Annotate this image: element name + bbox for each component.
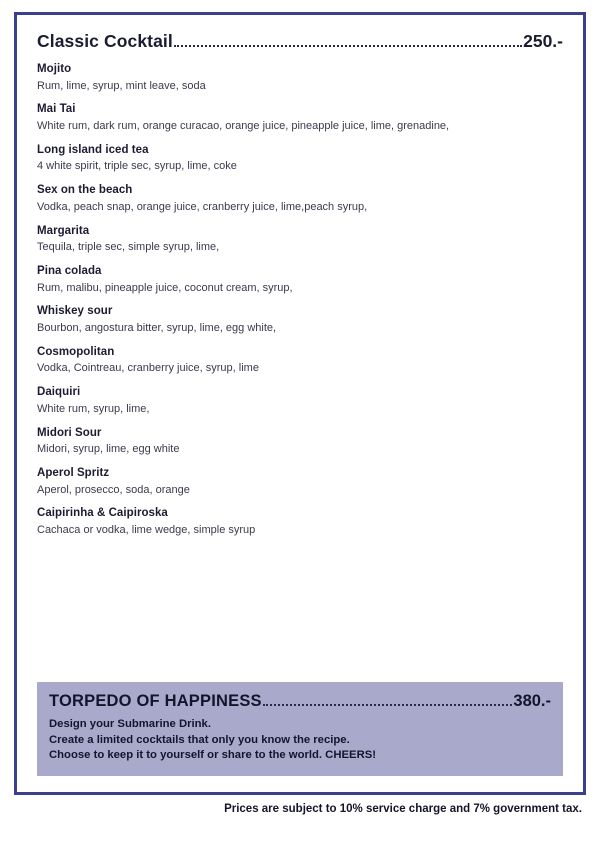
list-item [37, 426, 563, 458]
item-description: Rum, malibu, pineapple juice, coconut cream, syrup, [37, 281, 293, 294]
item-name: Whiskey sour [37, 305, 113, 318]
item-name: Sex on the beach [37, 184, 133, 197]
list-item [37, 506, 563, 538]
banner-price: 380.- [513, 692, 551, 711]
item-name: Mojito [37, 63, 72, 75]
item-description: White rum, syrup, lime, [37, 402, 150, 415]
item-name: Long island iced tea [37, 143, 149, 156]
item-name: Caipirinha & Caipiroska [37, 507, 168, 520]
dotted-leader [263, 704, 513, 706]
section-price: 250.- [523, 31, 563, 51]
item-description: Vodka, peach snap, orange juice, cranberry juice, lime,peach syrup, [37, 200, 368, 213]
list-item [37, 466, 563, 498]
page-title: Classic Cocktail [37, 31, 173, 51]
banner-line: Choose to keep it to yourself or share to the world. CHEERS! [49, 749, 377, 762]
item-description: White rum, dark rum, orange curacao, orange juice, pineapple juice, lime, grenadine, [37, 119, 450, 132]
item-name: Pina colada [37, 265, 102, 278]
special-banner [37, 682, 563, 776]
item-description: Vodka, Cointreau, cranberry juice, syrup, lime [37, 362, 259, 375]
item-name: Daiquiri [37, 386, 81, 399]
banner-title: TORPEDO OF HAPPINESS [49, 692, 262, 711]
list-item [37, 345, 563, 377]
list-item [37, 264, 563, 296]
item-name: Margarita [37, 224, 90, 237]
banner-line: Design your Submarine Drink. [49, 718, 211, 731]
banner-line: Create a limited cocktails that only you know the recipe. [49, 733, 350, 746]
item-description: Tequila, triple sec, simple syrup, lime, [37, 241, 220, 254]
menu-frame [14, 12, 586, 795]
item-name: Aperol Spritz [37, 467, 110, 480]
item-name: Mai Tai [37, 103, 76, 116]
list-item [37, 224, 563, 256]
cocktail-list [37, 62, 563, 538]
list-item [37, 183, 563, 215]
list-item [37, 62, 563, 94]
list-item [37, 385, 563, 417]
menu-content [17, 15, 583, 792]
list-item [37, 143, 563, 175]
item-description: Rum, lime, syrup, mint leave, soda [37, 79, 206, 92]
item-name: Midori Sour [37, 426, 102, 439]
footnote: Prices are subject to 10% service charge and 7% government tax. [224, 803, 582, 815]
item-name: Cosmopolitan [37, 345, 115, 358]
item-description: Cachaca or vodka, lime wedge, simple syrup [37, 523, 256, 536]
section-header [37, 31, 563, 52]
item-description: 4 white spirit, triple sec, syrup, lime, coke [37, 160, 237, 173]
banner-header [49, 692, 551, 711]
item-description: Bourbon, angostura bitter, syrup, lime, egg white, [37, 321, 277, 334]
item-description: Aperol, prosecco, soda, orange [37, 483, 190, 496]
list-item [37, 102, 563, 134]
item-description: Midori, syrup, lime, egg white [37, 443, 180, 456]
list-item [37, 304, 563, 336]
dotted-leader [174, 45, 522, 47]
